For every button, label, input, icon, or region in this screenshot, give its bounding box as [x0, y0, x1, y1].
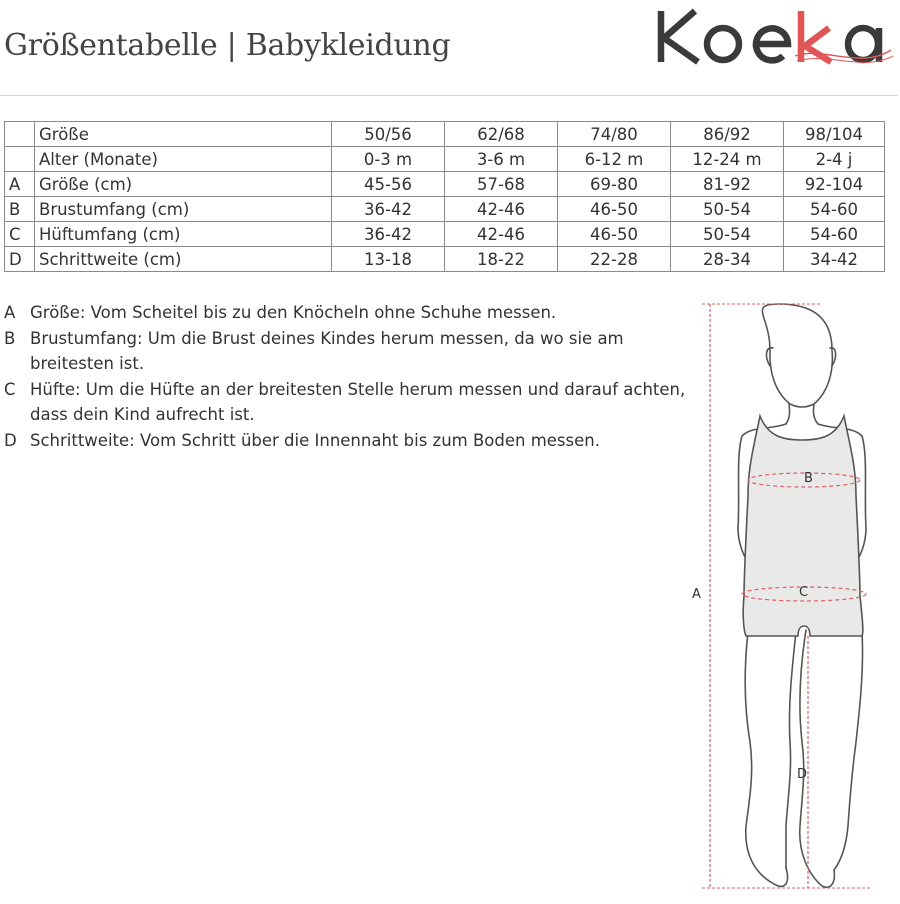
measurement-legend	[4, 300, 704, 453]
child-silhouette	[680, 296, 900, 900]
table-cell: 46-50	[558, 222, 671, 247]
table-cell: 50-54	[671, 222, 784, 247]
table-cell: 12-24 m	[671, 147, 784, 172]
brand-logo	[655, 6, 895, 70]
table-cell: 98/104	[784, 122, 885, 147]
figure-label-c: C	[799, 585, 809, 600]
legend-item-b	[4, 326, 704, 377]
table-cell: 34-42	[784, 247, 885, 272]
legend-letter: D	[4, 430, 17, 450]
table-cell: 50-54	[671, 197, 784, 222]
legend-text: Hüfte: Um die Hüfte an der breitesten Stelle herum messen und darauf achten, dass dein Kind aufrecht ist.	[30, 379, 686, 424]
table-cell: 2-4 j	[784, 147, 885, 172]
legend-text: Schrittweite: Vom Schritt über die Innennaht bis zum Boden messen.	[30, 430, 600, 450]
table-cell: 69-80	[558, 172, 671, 197]
page-title: Größentabelle | Babykleidung	[4, 28, 451, 63]
header-divider	[0, 95, 898, 96]
row-label: Schrittweite (cm)	[35, 247, 332, 272]
figure-label-b: B	[804, 471, 813, 486]
bodysuit-shape	[743, 416, 863, 636]
legend-letter: B	[4, 328, 16, 348]
legend-text: Größe: Vom Scheitel bis zu den Knöcheln ohne Schuhe messen.	[30, 303, 557, 322]
table-row	[5, 147, 885, 172]
figure-label-d: D	[797, 767, 808, 782]
legend-item-d	[4, 428, 704, 454]
row-label: Hüftumfang (cm)	[35, 222, 332, 247]
row-label: Größe	[35, 122, 332, 147]
legend-letter: C	[4, 379, 16, 399]
table-row	[5, 122, 885, 147]
table-row	[5, 222, 885, 247]
table-cell: 28-34	[671, 247, 784, 272]
legend-item-c	[4, 377, 704, 428]
table-row	[5, 197, 885, 222]
table-cell: 62/68	[445, 122, 558, 147]
row-label: Größe (cm)	[35, 172, 332, 197]
table-cell: 0-3 m	[332, 147, 445, 172]
table-cell: 18-22	[445, 247, 558, 272]
table-cell: 86/92	[671, 122, 784, 147]
table-cell: 42-46	[445, 197, 558, 222]
legend-letter: A	[4, 303, 16, 322]
table-cell: 81-92	[671, 172, 784, 197]
legend-item-a	[4, 300, 704, 326]
table-cell: 92-104	[784, 172, 885, 197]
table-cell: 13-18	[332, 247, 445, 272]
row-letter: D	[5, 247, 35, 272]
table-cell: 45-56	[332, 172, 445, 197]
table-cell: 54-60	[784, 222, 885, 247]
table-cell: 50/56	[332, 122, 445, 147]
table-cell: 6-12 m	[558, 147, 671, 172]
table-row	[5, 247, 885, 272]
table-cell: 46-50	[558, 197, 671, 222]
table-cell: 57-68	[445, 172, 558, 197]
legend-text: Brustumfang: Um die Brust deines Kindes herum messen, da wo sie am breitesten ist.	[30, 328, 624, 373]
row-letter: B	[5, 197, 35, 222]
table-cell: 54-60	[784, 197, 885, 222]
table-cell: 3-6 m	[445, 147, 558, 172]
row-label: Alter (Monate)	[35, 147, 332, 172]
measurement-figure	[680, 296, 900, 900]
table-row	[5, 172, 885, 197]
size-table	[4, 121, 885, 272]
row-letter	[5, 147, 35, 172]
row-letter	[5, 122, 35, 147]
table-cell: 36-42	[332, 197, 445, 222]
table-cell: 22-28	[558, 247, 671, 272]
row-letter: A	[5, 172, 35, 197]
figure-label-a: A	[692, 587, 701, 602]
table-cell: 74/80	[558, 122, 671, 147]
row-letter: C	[5, 222, 35, 247]
row-label: Brustumfang (cm)	[35, 197, 332, 222]
table-cell: 42-46	[445, 222, 558, 247]
table-cell: 36-42	[332, 222, 445, 247]
